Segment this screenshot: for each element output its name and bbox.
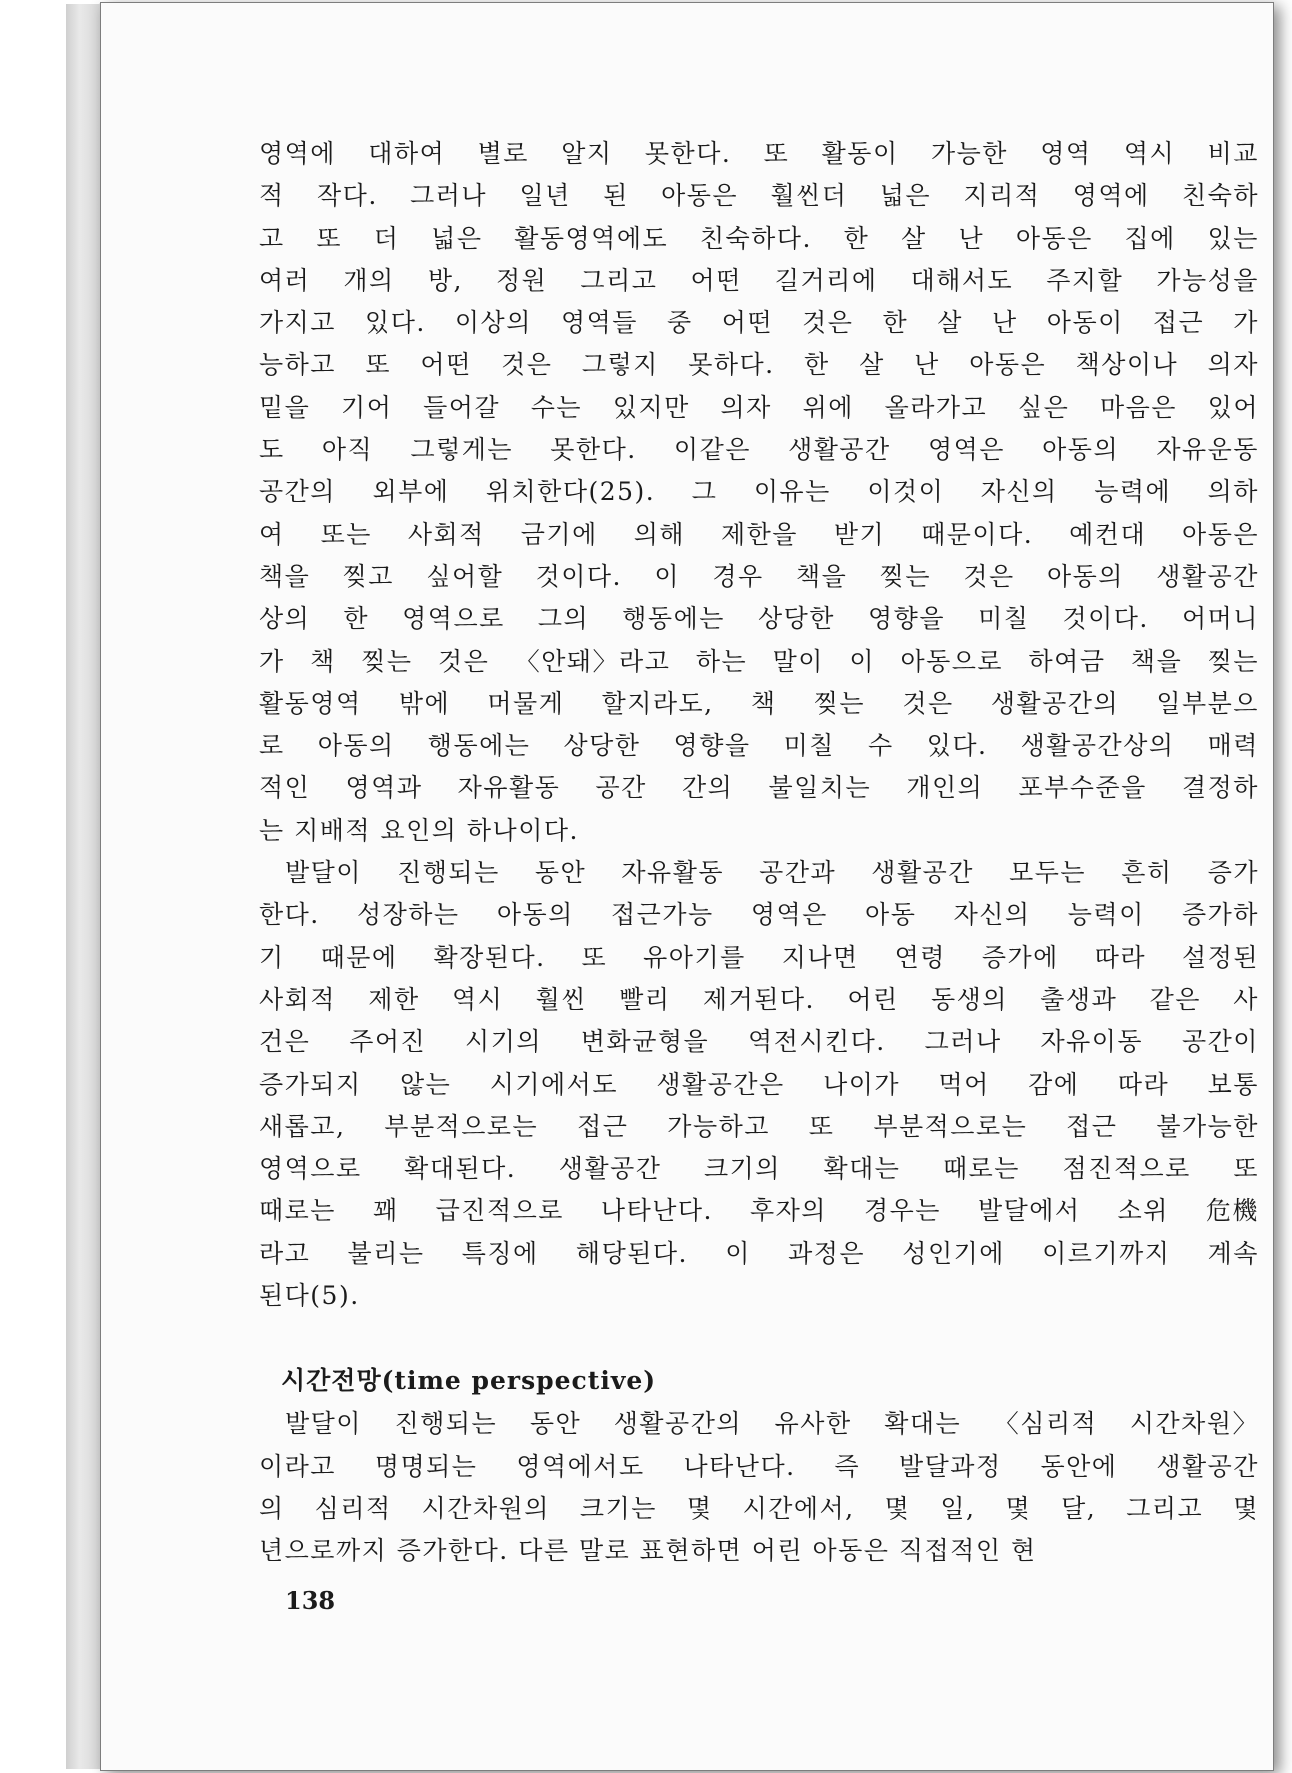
text-line: 고 또 더 넓은 활동영역에도 친숙하다. 한 살 난 아동은 집에 있는 <box>259 223 1259 253</box>
text-line: 적인 영역과 자유활동 공간 간의 불일치는 개인의 포부수준을 결정하 <box>259 773 1259 803</box>
section-heading: 시간전망(time perspective) <box>281 1366 657 1396</box>
paragraph-2 <box>259 852 1259 1317</box>
text-line: 여러 개의 방, 정원 그리고 어떤 길거리에 대해서도 주지할 가능성을 <box>259 265 1259 295</box>
text-line: 는 지배적 요인의 하나이다. <box>259 815 579 845</box>
text-line: 새롭고, 부분적으로는 접근 가능하고 또 부분적으로는 접근 불가능한 <box>259 1111 1259 1141</box>
text-line: 영역에 대하여 별로 알지 못한다. 또 활동이 가능한 영역 역시 비교 <box>259 139 1259 168</box>
text-line: 의 심리적 시간차원의 크기는 몇 시간에서, 몇 일, 몇 달, 그리고 몇 <box>259 1493 1259 1523</box>
text-line: 때로는 꽤 급진적으로 나타난다. 후자의 경우는 발달에서 소위 危機 <box>259 1196 1259 1226</box>
text-line: 가 책 찢는 것은 〈안돼〉라고 하는 말이 이 아동으로 하여금 책을 찢는 <box>259 646 1259 676</box>
text-line: 공간의 외부에 위치한다(25). 그 이유는 이것이 자신의 능력에 의하 <box>259 477 1259 507</box>
text-line: 상의 한 영역으로 그의 행동에는 상당한 영향을 미칠 것이다. 어머니 <box>259 604 1259 634</box>
text-line: 가지고 있다. 이상의 영역들 중 어떤 것은 한 살 난 아동이 접근 가 <box>259 308 1259 338</box>
text-line: 발달이 진행되는 동안 생활공간의 유사한 확대는 〈심리적 시간차원〉 <box>285 1409 1259 1439</box>
text-line: 된다(5). <box>259 1281 360 1311</box>
text-line: 영역으로 확대된다. 생활공간 크기의 확대는 때로는 점진적으로 또 <box>259 1154 1259 1184</box>
text-line: 이라고 명명되는 영역에서도 나타난다. 즉 발달과정 동안에 생활공간 <box>259 1451 1259 1481</box>
text-line: 밑을 기어 들어갈 수는 있지만 의자 위에 올라가고 싶은 마음은 있어 <box>259 392 1259 422</box>
text-line: 년으로까지 증가한다. 다른 말로 표현하면 어린 아동은 직접적인 현 <box>259 1536 1037 1566</box>
text-line: 사회적 제한 역시 훨씬 빨리 제거된다. 어린 동생의 출생과 같은 사 <box>259 984 1259 1014</box>
paragraph-1 <box>259 133 1259 852</box>
book-page <box>100 2 1274 1771</box>
text-line: 로 아동의 행동에는 상당한 영향을 미칠 수 있다. 생활공간상의 매력 <box>259 731 1259 761</box>
body-text <box>259 133 1259 1573</box>
paragraph-3 <box>259 1403 1259 1572</box>
section-gap <box>259 1317 1259 1359</box>
text-line: 여 또는 사회적 금기에 의해 제한을 받기 때문이다. 예컨대 아동은 <box>259 519 1259 549</box>
text-line: 활동영역 밖에 머물게 할지라도, 책 찢는 것은 생활공간의 일부분으 <box>259 688 1259 718</box>
text-line: 책을 찢고 싶어할 것이다. 이 경우 책을 찢는 것은 아동의 생활공간 <box>259 561 1259 591</box>
page-number: 138 <box>285 1586 336 1615</box>
book-page-edges <box>66 4 101 1769</box>
text-line: 도 아직 그렇게는 못한다. 이같은 생활공간 영역은 아동의 자유운동 <box>259 435 1259 465</box>
text-line: 발달이 진행되는 동안 자유활동 공간과 생활공간 모두는 흔히 증가 <box>285 858 1259 888</box>
text-line: 적 작다. 그러나 일년 된 아동은 훨씬더 넓은 지리적 영역에 친숙하 <box>259 181 1259 211</box>
text-line: 기 때문에 확장된다. 또 유아기를 지나면 연령 증가에 따라 설정된 <box>259 942 1259 972</box>
text-line: 증가되지 않는 시기에서도 생활공간은 나이가 먹어 감에 따라 보통 <box>259 1069 1259 1099</box>
text-line: 건은 주어진 시기의 변화균형을 역전시킨다. 그러나 자유이동 공간이 <box>259 1027 1259 1057</box>
text-line: 라고 불리는 특징에 해당된다. 이 과정은 성인기에 이르기까지 계속 <box>259 1238 1259 1268</box>
text-line: 능하고 또 어떤 것은 그렇지 못하다. 한 살 난 아동은 책상이나 의자 <box>259 350 1259 380</box>
text-line: 한다. 성장하는 아동의 접근가능 영역은 아동 자신의 능력이 증가하 <box>259 900 1259 930</box>
